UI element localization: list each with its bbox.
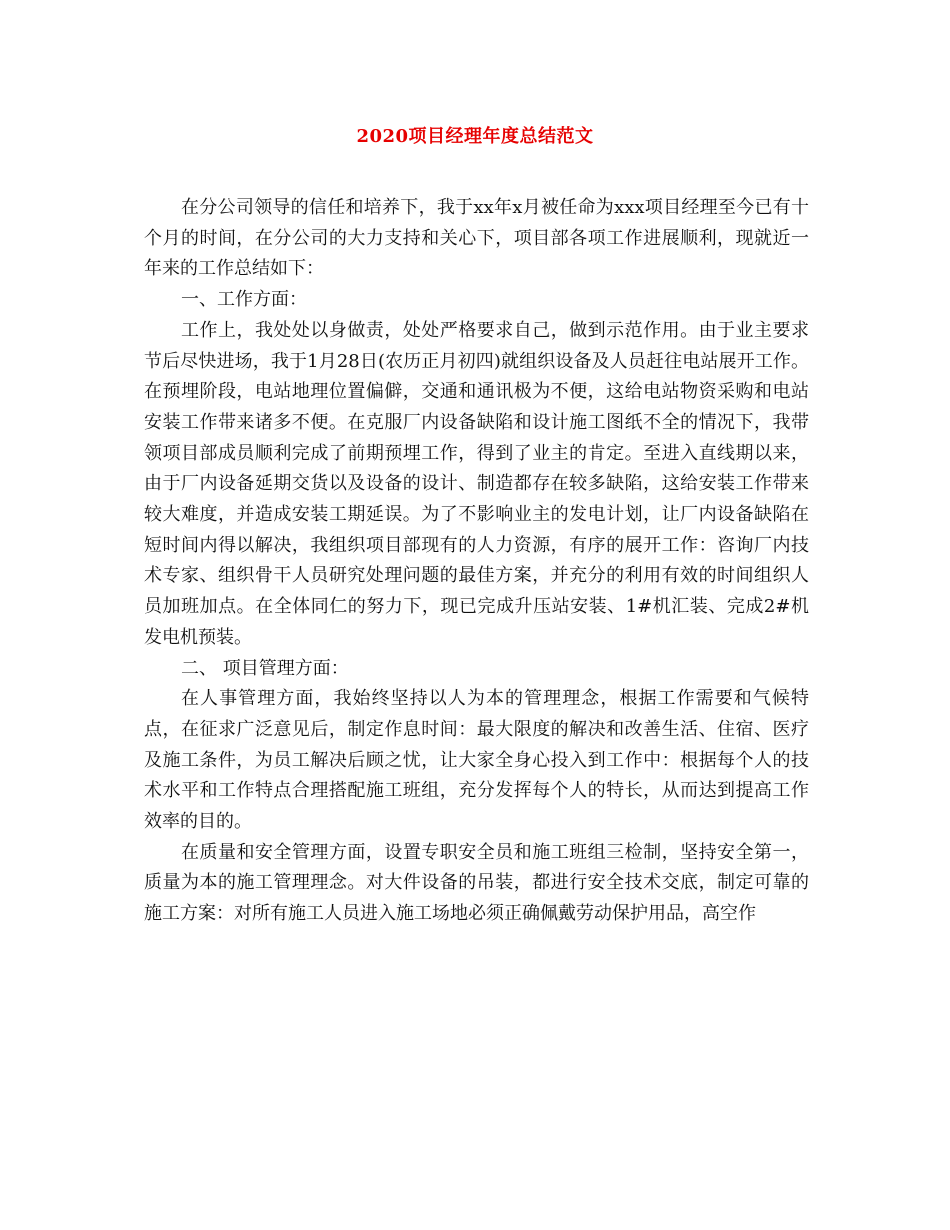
paragraph-quality-safety: 在质量和安全管理方面，设置专职安全员和施工班组三检制，坚持安全第一，质量为本的施工管理理念。对大件设备的吊装，都进行安全技术交底，制定可靠的施工方案：对所有施工人员进入施工场地必须正确佩戴劳动保护用品，高空作 (144, 841, 809, 925)
paragraph-personnel: 在人事管理方面，我始终坚持以人为本的管理理念，根据工作需要和气候特点，在征求广泛意见后，制定作息时间：最大限度的解决和改善生活、住宿、医疗及施工条件，为员工解决后顾之忧，让大家全身心投入到工作中：根据每个人的技术水平和工作特点合理搭配施工班组，充分发挥每个人的特长，从而达到提高工作效率的目的。 (144, 688, 809, 833)
document-title: 2020项目经理年度总结范文 (356, 126, 594, 147)
section-heading-work: 一、工作方面： (181, 289, 307, 311)
paragraph-work: 工作上，我处处以身做责，处处严格要求自己，做到示范作用。由于业主要求节后尽快进场，我于1月28日(农历正月初四)就组织设备及人员赶往电站展开工作。在预埋阶段，电站地理位置偏僻，交通和通讯极为不便，这给电站物资采购和电站安装工作带来诸多不便。在克服厂内设备缺陷和设计施工图纸不全的情况下，我带领项目部成员顺利完成了前期预埋工作，得到了业主的肯定。至进入直线期以来，由于厂内设备延期交货以及设备的设计、制造都存在较多缺陷，这给安装工作带来较大难度，并造成安装工期延误。为了不影响业主的发电计划，让厂内设备缺陷在短时间内得以解决，我组织项目部现有的人力资源，有序的展开工作：咨询厂内技术专家、组织骨干人员研究处理问题的最佳方案，并充分的利用有效的时间组织人员加班加点。在全体同仁的努力下，现已完成升压站安装、1#机汇装、完成2#机发电机预装。 (144, 319, 809, 648)
section-heading-management: 二、 项目管理方面： (181, 657, 349, 679)
document-body (144, 193, 809, 930)
paragraph-intro: 在分公司领导的信任和培养下，我于xx年x月被任命为xxx项目经理至今已有十个月的时间，在分公司的大力支持和关心下，项目部各项工作进展顺利，现就近一年来的工作总结如下： (144, 197, 809, 280)
